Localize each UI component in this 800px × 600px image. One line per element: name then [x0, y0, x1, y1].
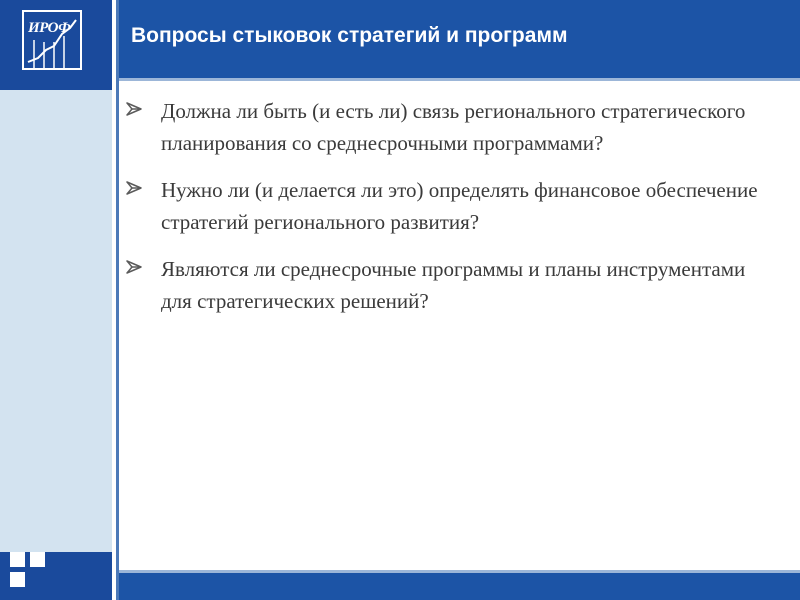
bullet-text: Должна ли быть (и есть ли) связь регионального стратегического планирования со среднесрочными программами?	[161, 99, 746, 155]
squares-decoration-icon	[10, 552, 50, 592]
bullet-text: Являются ли среднесрочные программы и планы инструментами для стратегических решений?	[161, 257, 746, 313]
bullet-text: Нужно ли (и делается ли это) определять финансовое обеспечение стратегий регионального развития?	[161, 178, 758, 234]
page-title: Вопросы стыковок стратегий и программ	[131, 24, 568, 47]
left-sidebar-panel	[0, 90, 112, 552]
chart-logo-icon	[22, 10, 82, 70]
logo-text: ИРОФ	[28, 20, 71, 36]
arrow-bullet-icon	[125, 257, 149, 277]
bullet-list	[119, 96, 779, 333]
footer-bar	[119, 573, 800, 600]
list-item	[119, 254, 779, 317]
list-item	[119, 175, 779, 238]
arrow-bullet-icon	[125, 178, 149, 198]
arrow-bullet-icon	[125, 99, 149, 119]
header-rule	[119, 78, 800, 81]
list-item	[119, 96, 779, 159]
